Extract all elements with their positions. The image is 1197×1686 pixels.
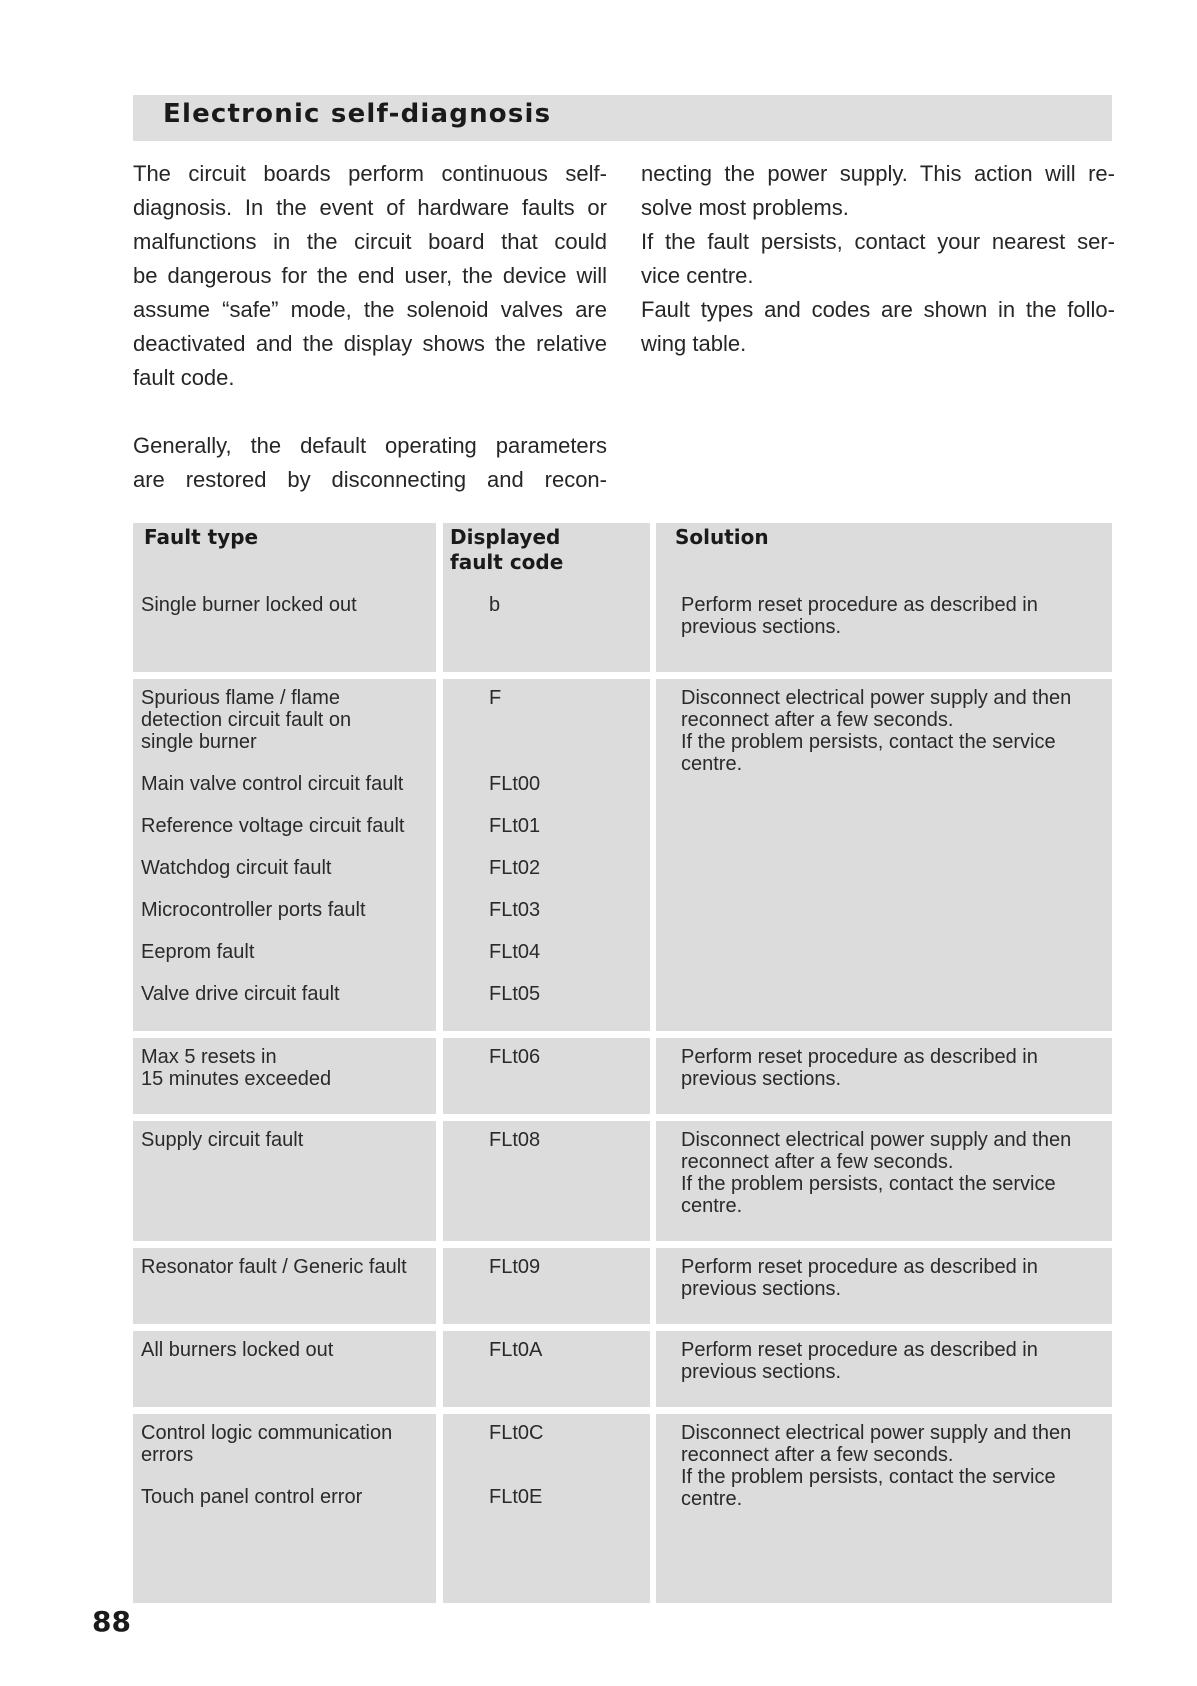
solution-cell: If the problem persists, contact the service	[681, 731, 1056, 753]
fault-type-cell: errors	[141, 1444, 194, 1466]
fault-type-cell: Eeprom fault	[141, 941, 255, 963]
solution-cell: previous sections.	[681, 1068, 842, 1090]
text-line: wing table.	[641, 331, 747, 356]
fault-type-cell: 15 minutes exceeded	[141, 1068, 332, 1090]
fault-type-cell: Touch panel control error	[141, 1486, 363, 1508]
fault-type-cell: Spurious flame / flame	[141, 687, 340, 709]
solution-cell: If the problem persists, contact the service	[681, 1466, 1056, 1488]
fault-type-cell: Control logic communication	[141, 1422, 393, 1444]
table-cell-bg	[443, 1121, 650, 1241]
fault-code-cell: FLt04	[489, 941, 541, 963]
header-displayed-code: Displayed	[450, 525, 561, 549]
table-cell-bg	[443, 1248, 650, 1324]
fault-type-cell: Main valve control circuit fault	[141, 773, 404, 795]
solution-cell: previous sections.	[681, 1278, 842, 1300]
fault-code-cell: FLt01	[489, 815, 541, 837]
fault-type-cell: detection circuit fault on	[141, 709, 352, 731]
fault-type-cell: single burner	[141, 731, 257, 753]
text-line: malfunctions in the circuit board that could	[133, 229, 607, 254]
fault-code-cell: FLt0A	[489, 1339, 543, 1361]
solution-cell: reconnect after a few seconds.	[681, 1444, 954, 1466]
fault-code-cell: FLt06	[489, 1046, 541, 1068]
fault-code-cell: FLt0C	[489, 1422, 544, 1444]
fault-type-cell: Max 5 resets in	[141, 1046, 277, 1068]
fault-type-cell: Valve drive circuit fault	[141, 983, 340, 1005]
solution-cell: reconnect after a few seconds.	[681, 709, 954, 731]
text-line: Generally, the default operating parameters	[133, 433, 607, 458]
intro-paragraph-2	[133, 429, 607, 497]
solution-cell: previous sections.	[681, 1361, 842, 1383]
table-cell-bg	[443, 679, 650, 1031]
table-cell-bg	[443, 1331, 650, 1407]
text-line: solve most problems.	[641, 195, 849, 220]
intro-paragraph-1	[133, 157, 607, 395]
text-line: assume “safe” mode, the solenoid valves are	[133, 297, 607, 322]
page-number: 88	[92, 1605, 131, 1638]
text-line: Fault types and codes are shown in the follo-	[641, 297, 1115, 322]
header-solution: Solution	[675, 525, 769, 549]
solution-cell: Perform reset procedure as described in	[681, 1339, 1038, 1361]
solution-cell: centre.	[681, 753, 743, 775]
fault-type-cell: Microcontroller ports fault	[141, 899, 366, 921]
solution-cell: reconnect after a few seconds.	[681, 1151, 954, 1173]
fault-code-cell: FLt08	[489, 1129, 541, 1151]
solution-cell: If the problem persists, contact the service	[681, 1173, 1056, 1195]
fault-type-cell: Reference voltage circuit fault	[141, 815, 405, 837]
intro-column-left	[133, 157, 607, 497]
intro-column-right	[641, 157, 1115, 361]
solution-cell: Disconnect electrical power supply and then	[681, 1129, 1072, 1151]
solution-cell: centre.	[681, 1488, 743, 1510]
fault-type-cell: Single burner locked out	[141, 594, 357, 616]
solution-cell: Perform reset procedure as described in	[681, 1046, 1038, 1068]
fault-type-cell: Resonator fault / Generic fault	[141, 1256, 407, 1278]
text-line: The circuit boards perform continuous self-	[133, 161, 607, 186]
text-line: necting the power supply. This action will re-	[641, 161, 1115, 186]
fault-type-cell: All burners locked out	[141, 1339, 334, 1361]
section-title: Electronic self-diagnosis	[163, 99, 552, 129]
header-displayed-code-line2: fault code	[450, 550, 564, 574]
table-cell-bg	[443, 1414, 650, 1603]
text-line: deactivated and the display shows the relative	[133, 331, 607, 356]
fault-code-cell: F	[489, 687, 502, 709]
fault-code-cell: FLt09	[489, 1256, 541, 1278]
solution-cell: centre.	[681, 1195, 743, 1217]
fault-code-cell: FLt0E	[489, 1486, 543, 1508]
solution-cell: Perform reset procedure as described in	[681, 1256, 1038, 1278]
fault-type-cell: Supply circuit fault	[141, 1129, 304, 1151]
fault-code-cell: b	[489, 594, 501, 616]
section-title-bar	[133, 95, 1112, 141]
solution-cell: Perform reset procedure as described in	[681, 594, 1038, 616]
text-line: vice centre.	[641, 263, 754, 288]
text-line: are restored by disconnecting and recon-	[133, 467, 607, 492]
fault-type-cell: Watchdog circuit fault	[141, 857, 332, 879]
table-cell-bg	[443, 1038, 650, 1114]
text-line: diagnosis. In the event of hardware faults or	[133, 195, 607, 220]
text-line: fault code.	[133, 365, 235, 390]
fault-code-cell: FLt00	[489, 773, 541, 795]
fault-code-cell: FLt03	[489, 899, 541, 921]
header-fault-type: Fault type	[144, 525, 259, 549]
solution-cell: Disconnect electrical power supply and then	[681, 687, 1072, 709]
fault-code-cell: FLt05	[489, 983, 541, 1005]
text-line: be dangerous for the end user, the device will	[133, 263, 607, 288]
solution-cell: Disconnect electrical power supply and then	[681, 1422, 1072, 1444]
fault-code-cell: FLt02	[489, 857, 541, 879]
solution-cell: previous sections.	[681, 616, 842, 638]
text-line: If the fault persists, contact your nearest ser-	[641, 229, 1115, 254]
